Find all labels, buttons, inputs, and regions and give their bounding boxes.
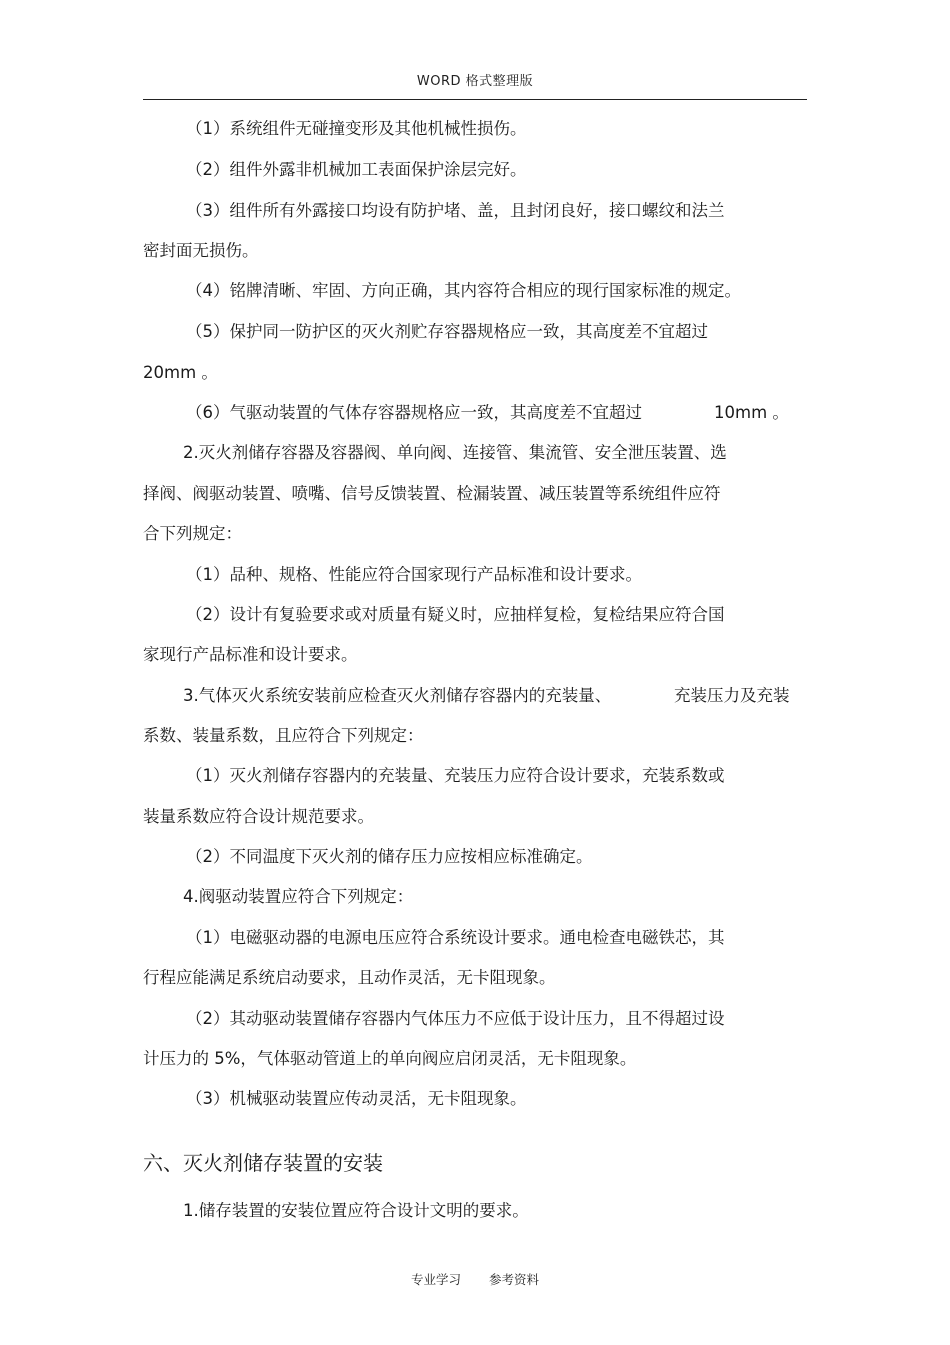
footer-left-label: 专业学习 <box>410 1272 461 1287</box>
body-line: 4.阀驱动装置应符合下列规定： <box>183 887 414 906</box>
body-line: 密封面无损伤。 <box>143 241 259 260</box>
body-line: 2.灭火剂储存容器及容器阀、单向阀、连接管、集流管、安全泄压装置、选 <box>183 443 727 462</box>
footer-right-label: 参考资料 <box>489 1272 540 1287</box>
body-line: 合下列规定： <box>143 524 242 543</box>
body-line: （5）保护同一防护区的灭火剂贮存容器规格应一致，其高度差不宜超过 <box>186 322 708 341</box>
body-line: 系数、装量系数，且应符合下列规定： <box>143 726 424 745</box>
body-line: 择阀、阀驱动装置、喷嘴、信号反馈装置、检漏装置、减压装置等系统组件应符 <box>143 484 721 503</box>
body-line: 20mm 。 <box>143 363 218 382</box>
page-header-title: WORD 格式整理版 <box>416 74 534 89</box>
body-line: 家现行产品标准和设计要求。 <box>143 645 358 664</box>
body-line: （3）组件所有外露接口均设有防护堵、盖，且封闭良好，接口螺纹和法兰 <box>186 201 725 220</box>
body-line: 充装压力及充装 <box>674 686 790 705</box>
section-heading: 六、灭火剂储存装置的安装 <box>143 1151 383 1175</box>
body-line: （2）组件外露非机械加工表面保护涂层完好。 <box>186 160 527 179</box>
body-line: （6）气驱动装置的气体存容器规格应一致，其高度差不宜超过 <box>186 403 642 422</box>
body-line: （1）系统组件无碰撞变形及其他机械性损伤。 <box>186 119 527 138</box>
body-line: 3.气体灭火系统安装前应检查灭火剂储存容器内的充装量、 <box>183 686 612 705</box>
body-line: （2）不同温度下灭火剂的储存压力应按相应标准确定。 <box>186 847 593 866</box>
body-line: 计压力的 5%，气体驱动管道上的单向阀应启闭灵活，无卡阻现象。 <box>143 1049 637 1068</box>
body-line: （4）铭牌清晰、牢固、方向正确，其内容符合相应的现行国家标准的规定。 <box>186 281 741 300</box>
header-divider <box>143 99 807 100</box>
body-line: （1）灭火剂储存容器内的充装量、充装压力应符合设计要求，充装系数或 <box>186 766 725 785</box>
body-line: （2）其动驱动装置储存容器内气体压力不应低于设计压力，且不得超过设 <box>186 1009 725 1028</box>
body-line: （3）机械驱动装置应传动灵活，无卡阻现象。 <box>186 1089 527 1108</box>
body-line: 装量系数应符合设计规范要求。 <box>143 807 374 826</box>
body-line: 行程应能满足系统启动要求，且动作灵活，无卡阻现象。 <box>143 968 556 987</box>
body-line: （1）电磁驱动器的电源电压应符合系统设计要求。通电检查电磁铁芯，其 <box>186 928 725 947</box>
body-line: （1）品种、规格、性能应符合国家现行产品标准和设计要求。 <box>186 565 642 584</box>
page-footer <box>0 1270 950 1288</box>
body-line: 1.储存装置的安装位置应符合设计文明的要求。 <box>183 1201 529 1220</box>
body-line: 10mm 。 <box>714 403 789 422</box>
body-line: （2）设计有复验要求或对质量有疑义时，应抽样复检，复检结果应符合国 <box>186 605 725 624</box>
